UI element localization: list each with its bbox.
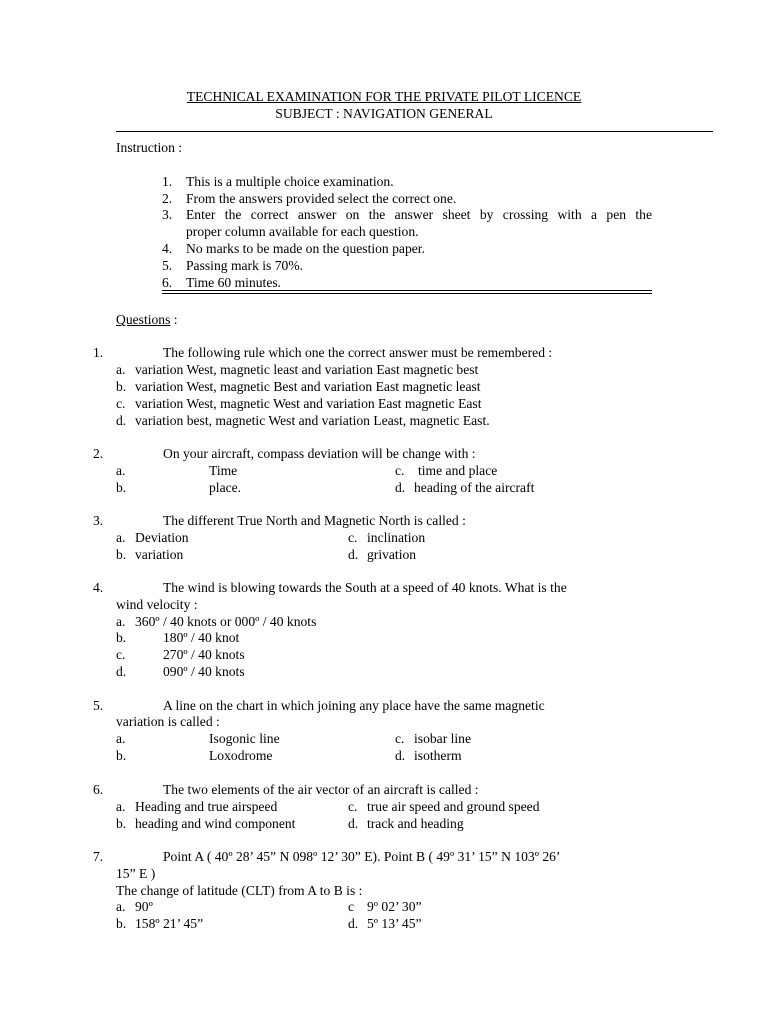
option-text: time and place [418,463,498,478]
option-letter: a. [116,463,126,478]
exam-subject: SUBJECT : NAVIGATION GENERAL [275,106,493,121]
option-text: place. [209,480,242,495]
question-number: 3. [93,513,104,528]
option-letter: a. [116,530,126,545]
question-number: 7. [93,849,104,864]
option-text: heading and wind component [135,816,296,831]
instruction-num: 1. [162,174,173,189]
option-text: variation West, magnetic least and variation East magnetic best [135,362,479,377]
option-text: track and heading [367,816,464,831]
option-letter: d. [116,664,127,679]
question-text-cont: variation is called : [116,714,220,729]
option-text: 5º 13’ 45” [367,916,422,931]
instruction-divider [162,293,652,294]
option-text: variation West, magnetic West and variation East magnetic East [135,396,482,411]
option-text: 360º / 40 knots or 000º / 40 knots [135,614,317,629]
option-letter: c [348,899,355,914]
questions-colon: : [173,312,178,327]
instruction-text: This is a multiple choice examination. [186,174,394,189]
option-text: 90º [135,899,153,914]
option-text: isotherm [414,748,462,763]
instruction-text: Passing mark is 70%. [186,258,304,273]
instruction-text: No marks to be made on the question paper. [186,241,425,256]
option-letter: c. [395,463,405,478]
option-text: true air speed and ground speed [367,799,540,814]
question-text-cont: wind velocity : [116,597,198,612]
option-letter: c. [348,530,358,545]
question-number: 5. [93,698,104,713]
option-letter: a. [116,799,126,814]
option-text: 270º / 40 knots [163,647,245,662]
question-text: A line on the chart in which joining any place have the same magnetic [163,698,545,713]
instruction-text: Enter the correct answer on the answer sheet by crossing with a pen the [186,207,652,222]
option-text: Time [209,463,238,478]
option-letter: b. [116,916,127,931]
option-text: isobar line [414,731,472,746]
option-letter: d. [348,916,359,931]
question-number: 6. [93,782,104,797]
option-text: 090º / 40 knots [163,664,245,679]
instruction-num: 3. [162,207,173,222]
option-letter: a. [116,614,126,629]
option-letter: a. [116,899,126,914]
instruction-num: 4. [162,241,173,256]
instruction-text: Time 60 minutes. [186,275,282,290]
option-letter: b. [116,379,127,394]
option-text: Deviation [135,530,189,545]
instruction-num: 5. [162,258,173,273]
option-letter: d. [395,480,406,495]
instruction-num: 2. [162,191,173,206]
option-letter: b. [116,630,127,645]
questions-label: Questions [116,312,171,327]
option-letter: c. [116,647,126,662]
option-letter: b. [116,748,127,763]
option-text: variation best, magnetic West and variation Least, magnetic East. [135,413,490,428]
question-number: 2. [93,446,104,461]
question-text: The following rule which one the correct answer must be remembered : [163,345,553,360]
instruction-divider [162,290,652,291]
question-number: 4. [93,580,104,595]
option-letter: a. [116,362,126,377]
option-letter: b. [116,480,127,495]
option-letter: d. [116,413,127,428]
option-letter: d. [395,748,406,763]
question-text: The two elements of the air vector of an aircraft is called : [163,782,479,797]
option-letter: c. [348,799,358,814]
option-letter: b. [116,816,127,831]
option-text: inclination [367,530,426,545]
option-text: 158º 21’ 45” [135,916,204,931]
question-text-cont: 15” E ) [116,866,156,881]
question-text: The wind is blowing towards the South at a speed of 40 knots. What is the [163,580,567,595]
exam-title: TECHNICAL EXAMINATION FOR THE PRIVATE PILOT LICENCE [186,89,582,104]
instruction-label: Instruction : [116,140,183,155]
option-text: variation West, magnetic Best and variation East magnetic least [135,379,481,394]
option-letter: c. [395,731,405,746]
option-text: Heading and true airspeed [135,799,278,814]
question-text: On your aircraft, compass deviation will be change with : [163,446,476,461]
option-letter: c. [116,396,126,411]
instruction-text-cont: proper column available for each question. [186,224,419,239]
option-letter: d. [348,816,359,831]
option-text: Isogonic line [209,731,280,746]
question-number: 1. [93,345,104,360]
question-text: The different True North and Magnetic North is called : [163,513,466,528]
question-text: Point A ( 40º 28’ 45” N 098º 12’ 30” E). Point B ( 49º 31’ 15” N 103º 26’ [163,849,561,864]
option-text: Loxodrome [209,748,273,763]
question-text-cont: The change of latitude (CLT) from A to B is : [116,883,363,898]
option-text: 180º / 40 knot [163,630,240,645]
instruction-text: From the answers provided select the correct one. [186,191,457,206]
questions-heading [116,311,178,328]
option-letter: d. [348,547,359,562]
option-text: heading of the aircraft [414,480,535,495]
instruction-num: 6. [162,275,173,290]
option-text: variation [135,547,184,562]
option-text: 9º 02’ 30” [367,899,422,914]
header-divider [116,131,713,132]
option-letter: b. [116,547,127,562]
option-letter: a. [116,731,126,746]
option-text: grivation [367,547,417,562]
